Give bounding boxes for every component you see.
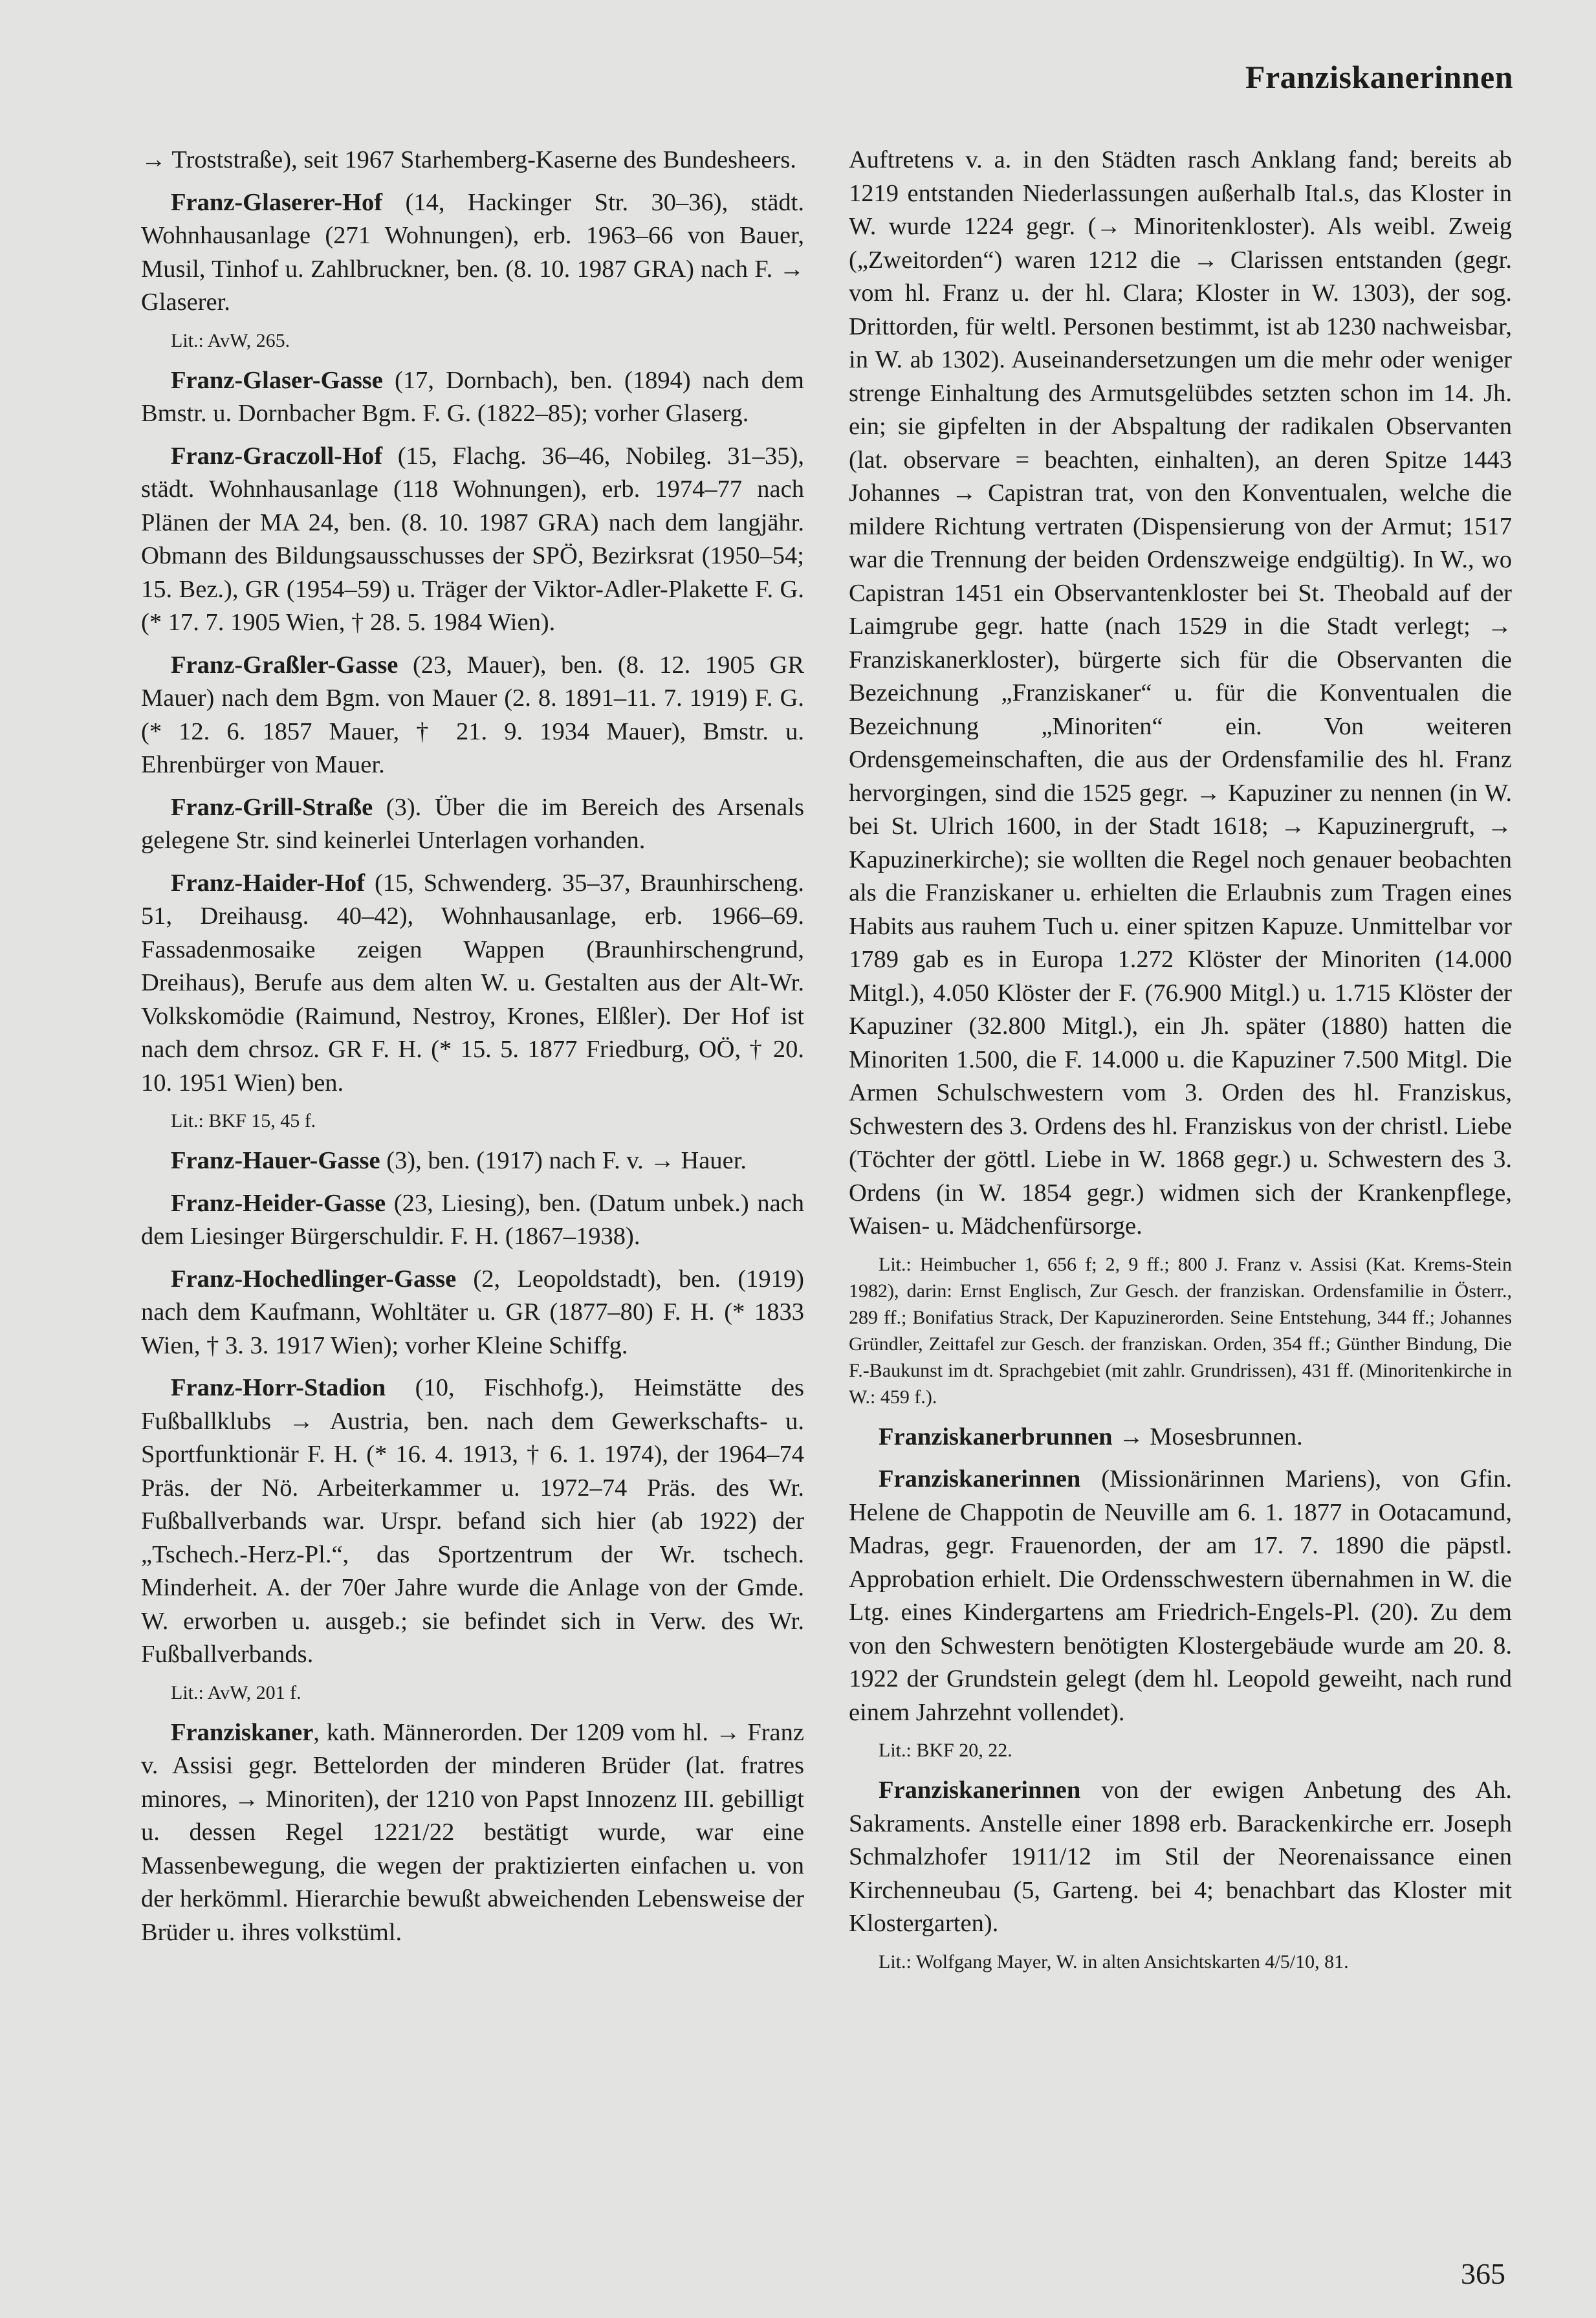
entry-literature: Lit.: BKF 20, 22. bbox=[879, 1740, 1012, 1761]
entry-headword: Franz-Heider-Gasse bbox=[171, 1189, 386, 1217]
entry-text: (14, Hackinger Str. 30–36), städt. Wohnhausanlage (271 Wohnungen), erb. 1963–66 von Bauer, Musil, Tinhof u. Zahlbruckner, ben. (8. 10. 1987 GRA) nach F. → Glaserer. bbox=[141, 188, 804, 316]
entry-text: → Troststraße), seit 1967 Starhemberg-Kaserne des Bundesheers. bbox=[141, 146, 796, 173]
entry-franz-horr-stadion bbox=[141, 1372, 804, 1672]
entry-literature: Lit.: Wolfgang Mayer, W. in alten Ansichtskarten 4/5/10, 81. bbox=[879, 1951, 1349, 1973]
entry-literature: Lit.: Heimbucher 1, 656 f; 2, 9 ff.; 800 J. Franz v. Assisi (Kat. Krems-Stein 1982), darin: Ernst Englisch, Zur Gesch. der franziskan. Ordensfamilie in Österr., 289 ff.; Bonifatius Strack, Der Kapuzinerorden. Seine Entstehung, 344 ff.; Johannes Gründler, Zeittafel zur Gesch. der franziskan. Orden, 354 ff.; Günther Bindung, Die F.-Baukunst im dt. Sprachgebiet (mit zahlr. Grundrissen), 431 ff. (Minoritenkirche in W.: 459 f.). bbox=[849, 1253, 1512, 1408]
entry-franziskanerbrunnen bbox=[849, 1421, 1512, 1454]
entry-headword: Franziskanerinnen bbox=[879, 1777, 1081, 1804]
entry-literature: Lit.: AvW, 265. bbox=[171, 329, 290, 351]
entry-headword: Franz-Glaser-Gasse bbox=[171, 366, 383, 394]
entry-franziskanerinnen-missionaerinnen bbox=[849, 1463, 1512, 1729]
entry-headword: Franz-Haider-Hof bbox=[171, 869, 366, 897]
entry-text: , kath. Männerorden. Der 1209 vom hl. → Franz v. Assisi gegr. Bettelorden der minderen Brüder (lat. fratres minores, → Minoriten), der 1210 von Papst Innozenz III. gebilligt u. dessen Regel 1221/22 bestätigt wurde, war eine Massenbewegung, die wegen der praktizierten einfachen u. von der herkömml. Hierarchie bewußt abweichenden Lebensweise der Brüder u. ihres volkstüml. bbox=[141, 1718, 804, 1946]
entry-text: (2, Leopoldstadt), ben. (1919) nach dem Kaufmann, Wohltäter u. GR (1877–80) F. H. (* 1833 Wien, † 3. 3. 1917 Wien); vorher Kleine Schiffg. bbox=[141, 1265, 804, 1359]
running-head: Franziskanerinnen bbox=[1245, 59, 1513, 95]
entry-franziskaner bbox=[141, 1716, 804, 1950]
entry-text: (23, Mauer), ben. (8. 12. 1905 GR Mauer) nach dem Bgm. von Mauer (2. 8. 1891–11. 7. 1919) F. G. (* 12. 6. 1857 Mauer, † 21. 9. 1934 Mauer), Bmstr. u. Ehrenbürger von Mauer. bbox=[141, 651, 804, 778]
entry-headword: Franz-Glaserer-Hof bbox=[171, 188, 383, 216]
right-column bbox=[849, 144, 1512, 1985]
entry-text: (15, Flachg. 36–46, Nobileg. 31–35), städt. Wohnhausanlage (118 Wohnungen), erb. 1974–77 nach Plänen der MA 24, ben. (8. 10. 1987 GRA) nach dem langjähr. Obmann des Bildungsausschusses der SPÖ, Bezirksrat (1950–54; 15. Bez.), GR (1954–59) u. Träger der Viktor-Adler-Plakette F. G. (* 17. 7. 1905 Wien, † 28. 5. 1984 Wien). bbox=[141, 442, 804, 636]
entry-headword: Franz-Grill-Straße bbox=[171, 793, 373, 821]
entry-headword: Franz-Horr-Stadion bbox=[171, 1374, 386, 1401]
entry-text: Auftretens v. a. in den Städten rasch Anklang fand; bereits ab 1219 entstanden Niederlassungen außerhalb Ital.s, das Kloster in W. wurde 1224 gegr. (→ Minoritenkloster). Als weibl. Zweig („Zweitorden“) waren 1212 die → Clarissen entstanden (gegr. vom hl. Franz u. der hl. Clara; Kloster in W. 1303), der sog. Drittorden, für weltl. Personen bestimmt, ist ab 1230 nachweisbar, in W. ab 1302). Auseinandersetzungen um die mehr oder weniger strenge Einhaltung des Armutsgelübdes setzten schon im 14. Jh. ein; sie gipfelten in der Abspaltung der radikalen Observanten (lat. observare = beachten, einhalten), an deren Spitze 1443 Johannes → Capistran trat, von den Konventualen, welche die mildere Richtung vertraten (Dispensierung von der Armut; 1517 war die Trennung der beiden Ordenszweige endgültig). In W., wo Capistran 1451 ein Observantenkloster bei St. Theobald auf der Laimgrube gegr. hatte (nach 1529 in die Stadt verlegt; → Franziskanerkloster), bürgerte sich für die Observanten die Bezeichnung „Franziskaner“ u. für die Konventualen die Bezeichnung „Minoriten“ ein. Von weiteren Ordensgemeinschaften, die aus der Ordensfamilie des hl. Franz hervorgingen, sind die 1525 gegr. → Kapuziner zu nennen (in W. bei St. Ulrich 1600, in der Stadt 1618; → Kapuzinergruft, → Kapuzinerkirche); sie wollten die Regel noch genauer beobachten als die Franziskaner u. erhielten die Erlaubnis zum Tragen eines Habits aus rauhem Tuch u. einer spitzen Kapuze. Unmittelbar vor 1789 gab es in Europa 1.272 Klöster der Minoriten (14.000 Mitgl.), 4.050 Klöster der F. (76.900 Mitgl.) u. 1.715 Klöster der Kapuziner (32.800 Mitgl.), ein Jh. später (1880) hatten die Minoriten 1.500, die F. 14.000 u. die Kapuziner 7.500 Mitgl. Die Armen Schulschwestern vom 3. Orden des hl. Franziskus, Schwestern des 3. Ordens des hl. Franziskus von der christl. Liebe (Töchter der göttl. Liebe in W. 1868 gegr.) u. Schwestern des 3. Ordens (in W. 1854 gegr.) widmen sich der Krankenpflege, Waisen- u. Mädchenfürsorge. bbox=[849, 146, 1512, 1240]
entry-franz-glaser-gasse bbox=[141, 364, 804, 431]
entry-text: von der ewigen Anbetung des Ah. Sakraments. Anstelle einer 1898 erb. Barackenkirche err. Joseph Schmalzhofer 1911/12 im Stil der Neorenaissance einen Kirchenneubau (5, Garteng. bei 4; benachbart das Kloster mit Klostergarten). bbox=[849, 1777, 1512, 1937]
entry-text: (Missionärinnen Mariens), von Gfin. Helene de Chappotin de Neuville am 6. 1. 1877 in Ootacamund, Madras, gegr. Frauenorden, der am 17. 7. 1890 die päpstl. Approbation erhielt. Die Ordensschwestern übernahmen in W. die Ltg. eines Kindergartens am Friedrich-Engels-Pl. (20). Zu dem von den Schwestern benötigten Klostergebäude wurde am 20. 8. 1922 der Grundstein gelegt (dem hl. Leopold geweiht, nach rund einem Jahrzehnt vollendet). bbox=[849, 1465, 1512, 1726]
entry-franz-hauer-gasse bbox=[141, 1144, 804, 1178]
entry-headword: Franz-Graßler-Gasse bbox=[171, 651, 399, 679]
entry-text: (3). Über die im Bereich des Arsenals gelegene Str. sind keinerlei Unterlagen vorhanden. bbox=[141, 793, 804, 854]
entry-text: (15, Schwenderg. 35–37, Braunhirscheng. 51, Dreihausg. 40–42), Wohnhausanlage, erb. 1966–69. Fassadenmosaike zeigen Wappen (Braunhirschengrund, Dreihaus), Berufe aus dem alten W. u. Gestalten aus der Alt-Wr. Volkskomödie (Raimund, Nestroy, Krones, Elßler). Der Hof ist nach dem chrsoz. GR F. H. (* 15. 5. 1877 Friedburg, OÖ, † 20. 10. 1951 Wien) ben. bbox=[141, 869, 804, 1097]
entry-text: (10, Fischhofg.), Heimstätte des Fußballklubs → Austria, ben. nach dem Gewerkschafts- u. Sportfunktionär F. H. (* 16. 4. 1913, † 6. 1. 1974), der 1964–74 Präs. der Nö. Arbeiterkammer u. 1972–74 Präs. des Wr. Fußballverbands war. Urspr. befand sich hier (ab 1922) der „Tschech.-Herz-Pl.“, das Sportzentrum der Wr. tschech. Minderheit. A. der 70er Jahre wurde die Anlage von der Gmde. W. erworben u. ausgeb.; sie befindet sich in Verw. des Wr. Fußballverbands. bbox=[141, 1374, 804, 1668]
entry-text: (3), ben. (1917) nach F. v. → Hauer. bbox=[380, 1147, 747, 1174]
entry-headword: Franz-Graczoll-Hof bbox=[171, 442, 383, 470]
entry-text: (17, Dornbach), ben. (1894) nach dem Bmstr. u. Dornbacher Bgm. F. G. (1822–85); vorher Glaserg. bbox=[141, 366, 804, 427]
entry-franziskaner-continuation bbox=[849, 144, 1512, 1243]
entry-franz-grill-strasse bbox=[141, 791, 804, 858]
entry-franziskanerinnen-ewige-anbetung bbox=[849, 1774, 1512, 1941]
page-number: 365 bbox=[1461, 2257, 1505, 2290]
entry-headword: Franziskanerinnen bbox=[879, 1465, 1081, 1492]
entry-text: → Mosesbrunnen. bbox=[1112, 1423, 1303, 1450]
entry-literature: Lit.: BKF 15, 45 f. bbox=[171, 1110, 316, 1132]
left-column bbox=[141, 144, 804, 1958]
entry-literature: Lit.: AvW, 201 f. bbox=[171, 1681, 301, 1703]
entry-headword: Franziskaner bbox=[171, 1718, 314, 1746]
entry-franz-haider-hof bbox=[141, 867, 804, 1100]
entry-continuation bbox=[141, 144, 804, 177]
entry-headword: Franz-Hauer-Gasse bbox=[171, 1147, 380, 1174]
entry-headword: Franziskanerbrunnen bbox=[879, 1423, 1113, 1450]
entry-text: (23, Liesing), ben. (Datum unbek.) nach dem Liesinger Bürgerschuldir. F. H. (1867–1938). bbox=[141, 1189, 804, 1250]
entry-franz-glaserer-hof bbox=[141, 186, 804, 320]
entry-franz-graczoll-hof bbox=[141, 440, 804, 640]
entry-franz-grassler-gasse bbox=[141, 649, 804, 782]
entry-franz-hochedlinger-gasse bbox=[141, 1263, 804, 1363]
entry-headword: Franz-Hochedlinger-Gasse bbox=[171, 1265, 457, 1293]
entry-franz-heider-gasse bbox=[141, 1187, 804, 1254]
